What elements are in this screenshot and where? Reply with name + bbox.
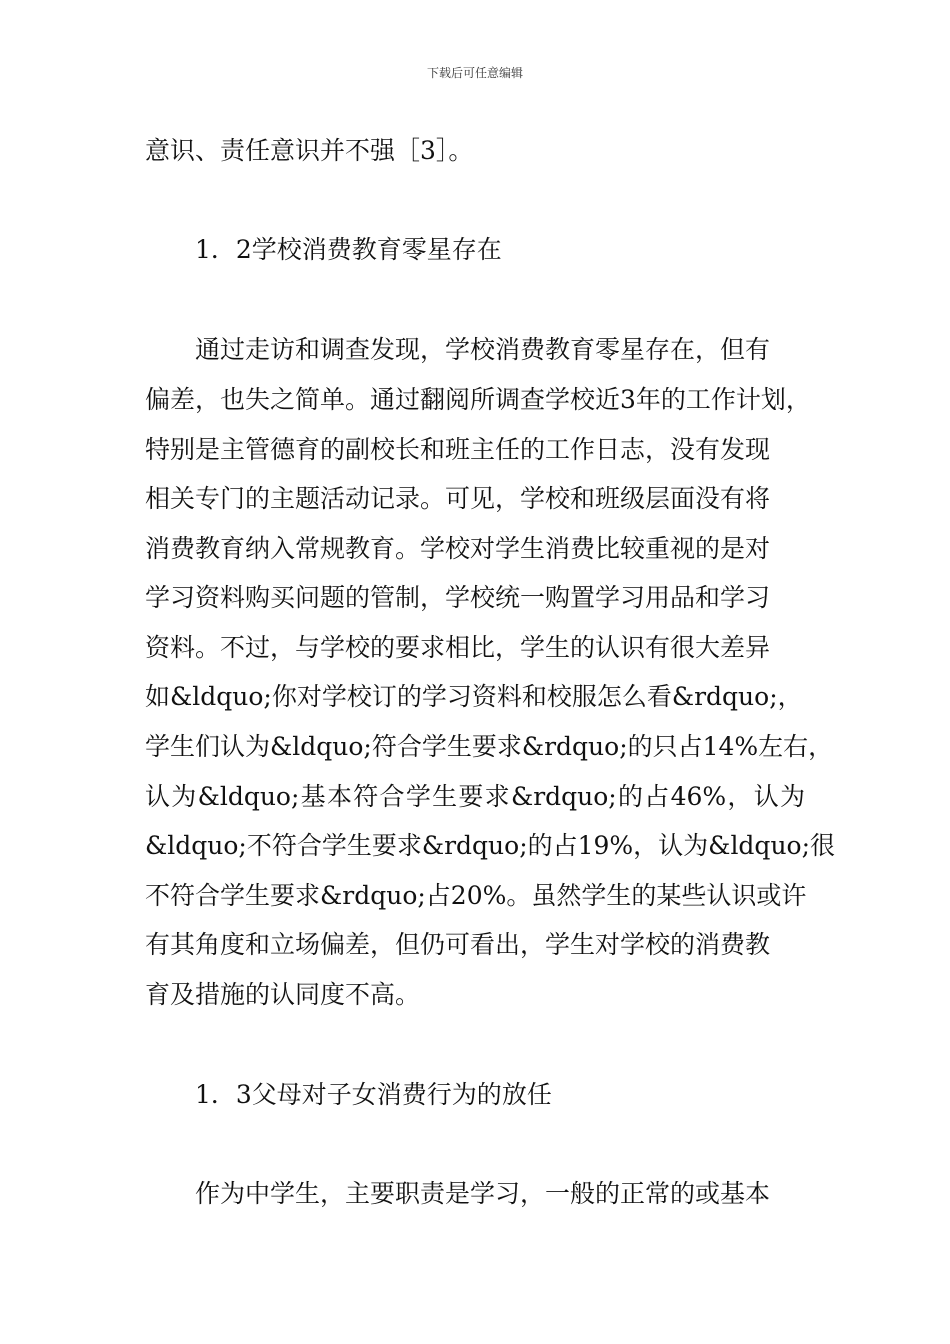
text-line: 特别是主管德育的副校长和班主任的工作日志，没有发现 (145, 435, 771, 464)
text-line: 如&ldquo;你对学校订的学习资料和校服怎么看&rdquo;， (145, 682, 803, 711)
text-line: 有其角度和立场偏差，但仍可看出，学生对学校的消费教 (145, 930, 771, 959)
text-line: 意识、责任意识并不强［3］。 (145, 136, 474, 165)
text-line: 学生们认为&ldquo;符合学生要求&rdquo;的只占14%左右， (145, 732, 834, 761)
section-heading-1-2: 1．2学校消费教育零星存在 (195, 235, 502, 264)
text-line: 偏差，也失之简单。通过翻阅所调查学校近3年的工作计划， (145, 385, 811, 414)
text-line: 育及措施的认同度不高。 (145, 980, 421, 1009)
text-line: 消费教育纳入常规教育。学校对学生消费比较重视的是对 (145, 534, 771, 563)
text-line: 不符合学生要求&rdquo;占20%。虽然学生的某些认识或许 (145, 881, 807, 910)
text-line: 相关专门的主题活动记录。可见，学校和班级层面没有将 (145, 484, 771, 513)
text-line: 作为中学生，主要职责是学习，一般的正常的或基本 (195, 1179, 771, 1208)
page-header: 下载后可任意编辑 (426, 66, 523, 80)
text-line: 通过走访和调查发现，学校消费教育零星存在，但有 (195, 335, 771, 364)
section-heading-1-3: 1．3父母对子女消费行为的放任 (195, 1080, 552, 1109)
text-line: &ldquo;不符合学生要求&rdquo;的占19%，认为&ldquo;很 (145, 831, 836, 860)
text-line: 学习资料购买问题的管制，学校统一购置学习用品和学习 (145, 583, 771, 612)
text-line: 资料。不过，与学校的要求相比，学生的认识有很大差异 (145, 633, 771, 662)
text-line: 认为&ldquo;基本符合学生要求&rdquo;的占46%，认为 (145, 782, 805, 811)
